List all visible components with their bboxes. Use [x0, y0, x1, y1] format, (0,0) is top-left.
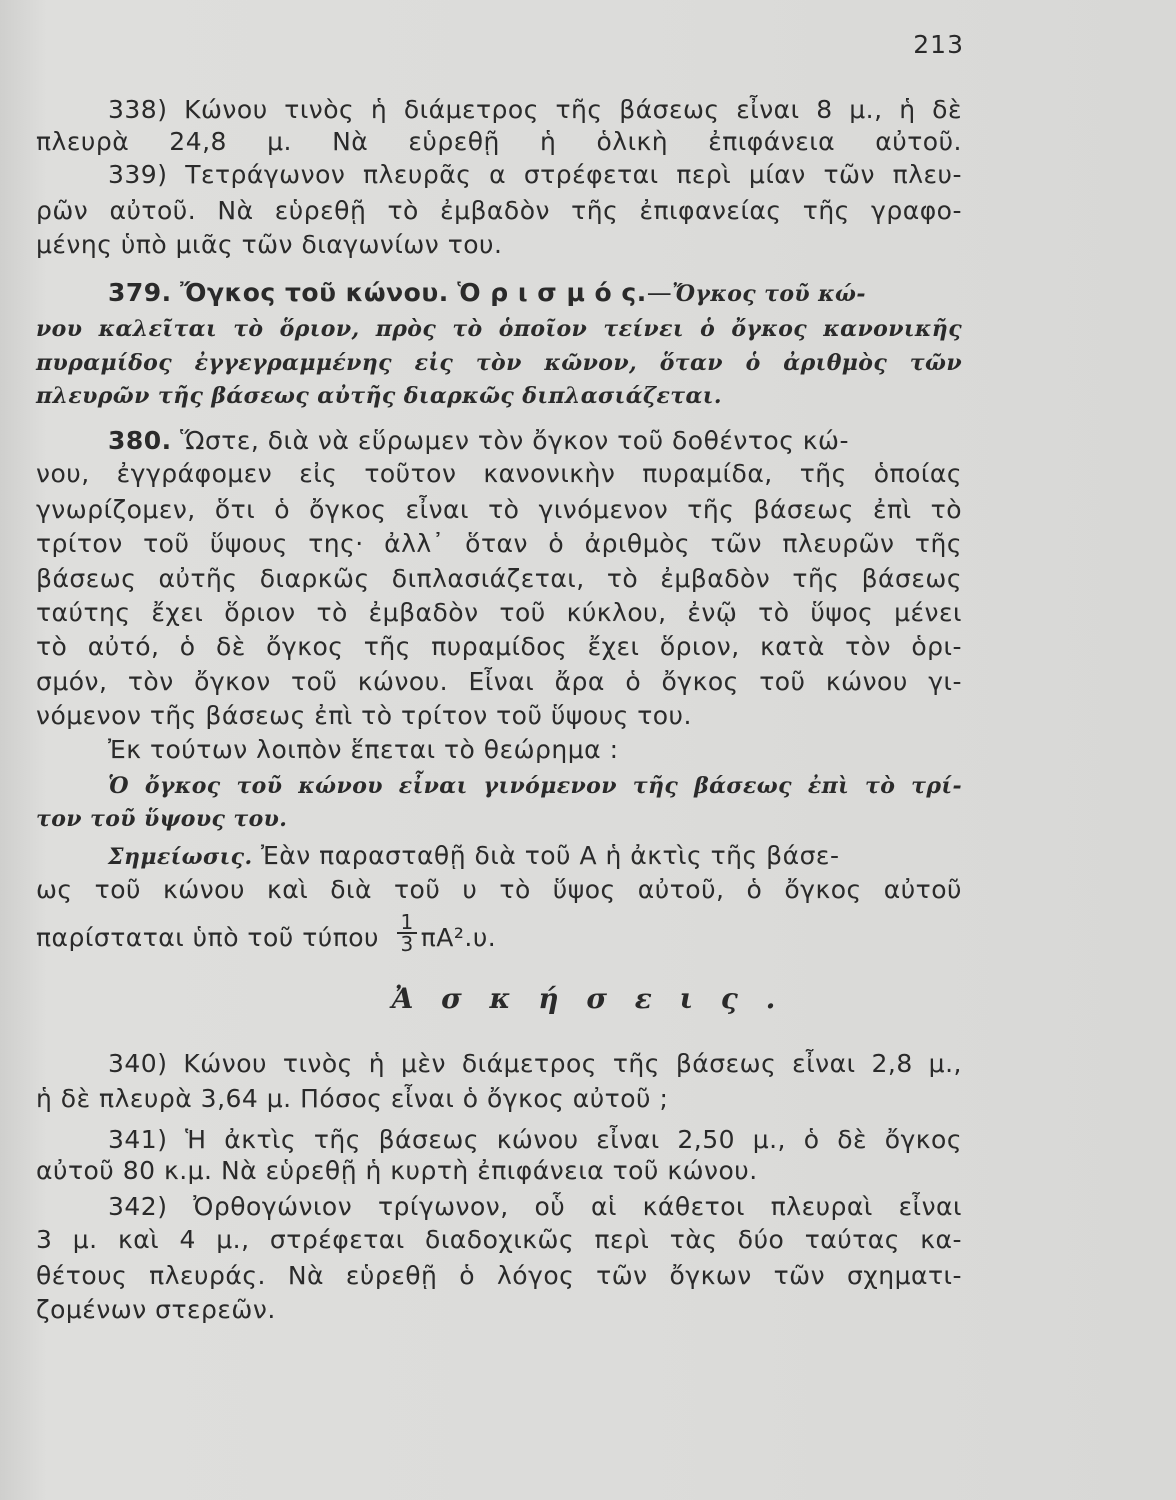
- definition-line: πυραμίδος ἐγγεγραμμένης εἰς τὸν κῶνον, ὅταν ὁ ἀριθμὸς τῶν: [36, 350, 962, 376]
- text-line: 3 μ. καὶ 4 μ., στρέφεται διαδοχικῶς περὶ τὰς δύο ταύτας κα-: [36, 1225, 962, 1254]
- section-number: 380.: [108, 426, 172, 455]
- section-number: 379.: [108, 278, 172, 307]
- text-line: 340) Κώνου τινὸς ἡ μὲν διάμετρος τῆς βάσεως εἶναι 2,8 μ.,: [108, 1049, 962, 1078]
- text-line: 341) Ἡ ἀκτὶς τῆς βάσεως κώνου εἶναι 2,50 μ., ὁ δὲ ὄγκος: [108, 1125, 962, 1154]
- text-line: 342) Ὀρθογώνιον τρίγωνον, οὗ αἱ κάθετοι πλευραὶ εἶναι: [108, 1192, 962, 1221]
- text-line: νόμενον τῆς βάσεως ἐπὶ τὸ τρίτον τοῦ ὕψους του.: [36, 701, 692, 730]
- text-line: τρίτον τοῦ ὕψους της· ἀλλ᾽ ὅταν ὁ ἀριθμὸς τῶν πλευρῶν τῆς: [36, 529, 962, 558]
- theorem-line: Ὁ ὄγκος τοῦ κώνου εἶναι γινόμενον τῆς βάσεως ἐπὶ τὸ τρί-: [108, 773, 962, 799]
- formula-line: [36, 910, 962, 958]
- fraction: [397, 912, 416, 954]
- text-line: ζομένων στερεῶν.: [36, 1295, 276, 1324]
- text-line: 339) Τετράγωνον πλευρᾶς α στρέφεται περὶ μίαν τῶν πλευ-: [108, 160, 962, 189]
- note-label: Σημείωσις.: [108, 844, 253, 870]
- theorem-intro: Ἐκ τούτων λοιπὸν ἕπεται τὸ θεώρημα :: [108, 735, 619, 764]
- definition-label: Ὁ ρ ι σ μ ό ς.: [457, 278, 647, 307]
- page-number: 213: [913, 30, 964, 59]
- section-379-heading: [108, 277, 962, 309]
- text-span: παρίσταται ὑπὸ τοῦ τύπου: [36, 923, 380, 952]
- text-line: γνωρίζομεν, ὅτι ὁ ὄγκος εἶναι τὸ γινόμενον τῆς βάσεως ἐπὶ τὸ: [36, 495, 962, 524]
- note-first-line: [108, 840, 962, 872]
- text-line: ἡ δὲ πλευρὰ 3,64 μ. Πόσος εἶναι ὁ ὄγκος αὐτοῦ ;: [36, 1084, 669, 1113]
- definition-line: πλευρῶν τῆς βάσεως αὐτῆς διαρκῶς διπλασιάζεται.: [36, 383, 722, 409]
- dash: —: [646, 278, 673, 307]
- text-span: Ὥστε, διὰ νὰ εὕρωμεν τὸν ὄγκον τοῦ δοθέντος κώ-: [180, 426, 850, 455]
- text-line: πλευρὰ 24,8 μ. Νὰ εὑρεθῇ ἡ ὁλικὴ ἐπιφάνεια αὐτοῦ.: [36, 127, 962, 156]
- text-line: θέτους πλευράς. Νὰ εὑρεθῇ ὁ λόγος τῶν ὄγκων τῶν σχηματι-: [36, 1261, 962, 1290]
- text-line: τὸ αὐτό, ὁ δὲ ὄγκος τῆς πυραμίδος ἔχει ὅριον, κατὰ τὸν ὁρι-: [36, 632, 962, 661]
- section-380-first-line: [108, 425, 962, 457]
- text-line: νου, ἐγγράφομεν εἰς τοῦτον κανονικὴν πυραμίδα, τῆς ὁποίας: [36, 459, 962, 488]
- formula-text: πΑ².υ.: [420, 923, 497, 952]
- definition-line: νου καλεῖται τὸ ὅριον, πρὸς τὸ ὁποῖον τείνει ὁ ὄγκος κανονικῆς: [36, 316, 962, 342]
- text-span: Ἐὰν παρασταθῇ διὰ τοῦ Α ἡ ἀκτὶς τῆς βάσε-: [261, 841, 840, 870]
- text-line: ταύτης ἔχει ὅριον τὸ ἐμβαδὸν τοῦ κύκλου, ἐνῷ τὸ ὕψος μένει: [36, 598, 962, 627]
- exercises-heading: Ἀ σ κ ή σ ε ι ς .: [391, 982, 785, 1015]
- definition-text: Ὄγκος τοῦ κώ-: [672, 281, 866, 307]
- text-line: αὐτοῦ 80 κ.μ. Νὰ εὑρεθῇ ἡ κυρτὴ ἐπιφάνεια τοῦ κώνου.: [36, 1156, 758, 1185]
- text-line: 338) Κώνου τινὸς ἡ διάμετρος τῆς βάσεως εἶναι 8 μ., ἡ δὲ: [108, 95, 962, 124]
- text-line: σμόν, τὸν ὄγκον τοῦ κώνου. Εἶναι ἄρα ὁ ὄγκος τοῦ κώνου γι-: [36, 667, 962, 696]
- section-title: Ὄγκος τοῦ κώνου.: [180, 278, 449, 307]
- text-line: βάσεως αὐτῆς διαρκῶς διπλασιάζεται, τὸ ἐμβαδὸν τῆς βάσεως: [36, 564, 962, 593]
- fraction-denominator: 3: [400, 932, 414, 956]
- text-line: ρῶν αὐτοῦ. Νὰ εὑρεθῇ τὸ ἐμβαδὸν τῆς ἐπιφανείας τῆς γραφο-: [36, 196, 962, 225]
- fraction-numerator: 1: [397, 912, 416, 934]
- text-line: μένης ὑπὸ μιᾶς τῶν διαγωνίων του.: [36, 230, 503, 259]
- theorem-line: τον τοῦ ὕψους του.: [36, 806, 288, 832]
- text-line: ως τοῦ κώνου καὶ διὰ τοῦ υ τὸ ὕψος αὐτοῦ, ὁ ὄγκος αὐτοῦ: [36, 875, 962, 904]
